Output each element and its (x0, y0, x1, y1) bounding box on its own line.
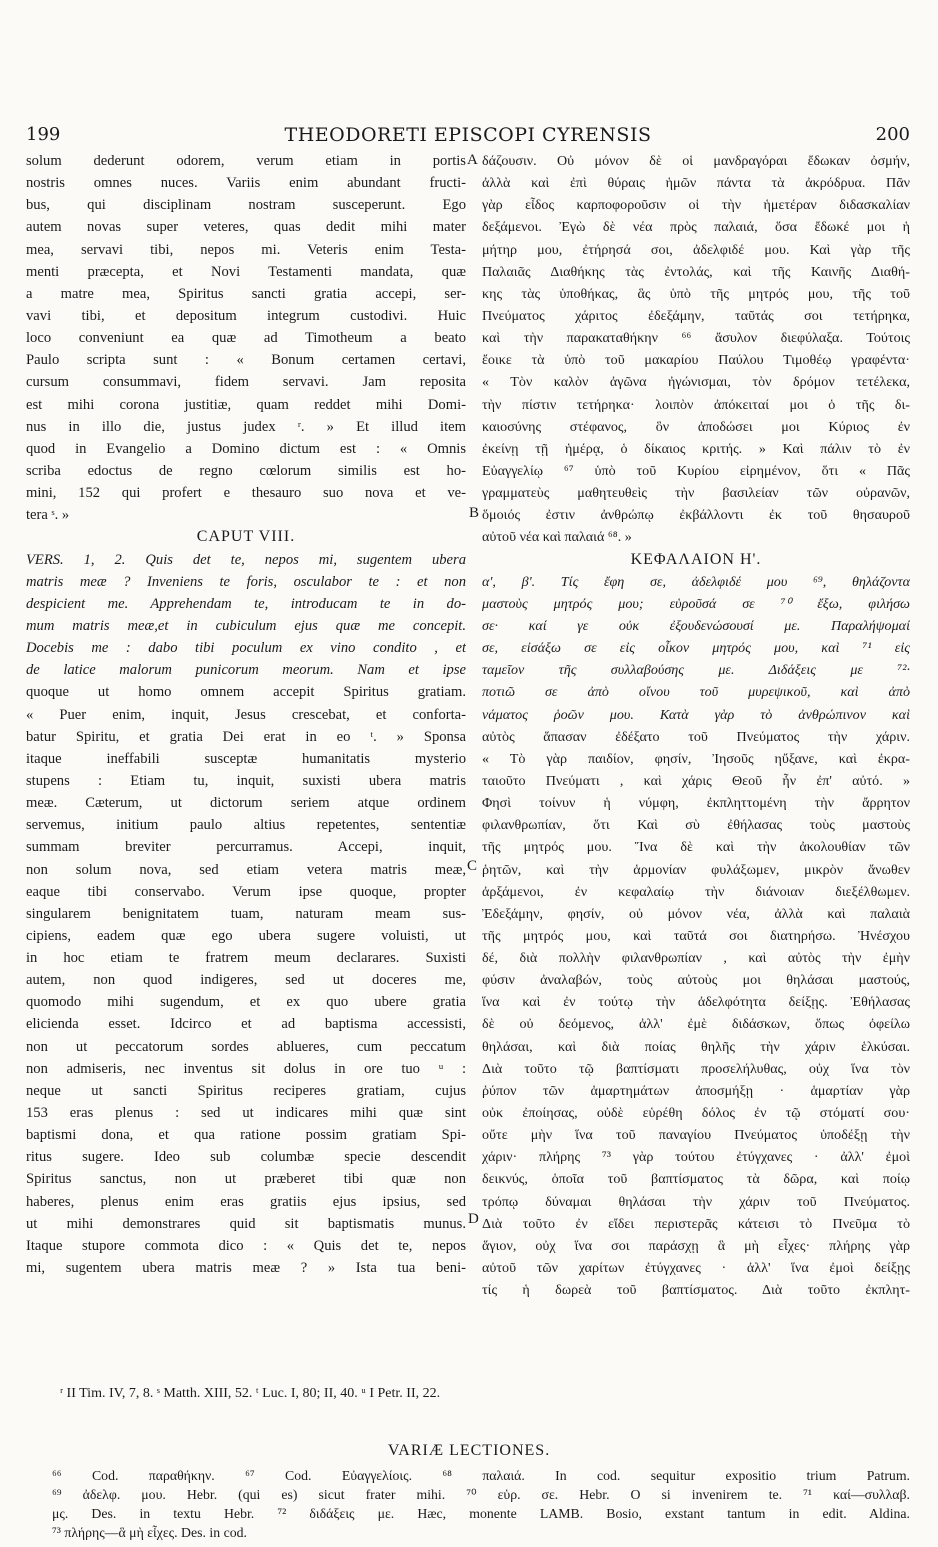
latin-text-line: summam breviter percurramus. Accepi, inquit, (26, 839, 466, 856)
latin-text-line: a matre mea, Spiritus sancti gratia accepi, ser- (26, 285, 466, 302)
greek-text-line: Φησὶ τοίνυν ἡ νύμφη, ἐκπληττομένη τὴν ἄρρητον (482, 795, 910, 812)
variant-reading-line: ⁶⁶ Cod. παραθήκην. ⁶⁷ Cod. Εὐαγγελίοις. ⁶⁸ παλαιά. In cod. sequitur expositio trium Patrum. (52, 1468, 910, 1483)
latin-verse-line: despicient me. Apprehendam te, introducam te in do- (26, 595, 466, 612)
variae-lectiones (52, 1466, 910, 1542)
greek-text-line: φύσιν ἀναλαβών, τοὺς αὐτοὺς μοι θηλάσαι μαστούς, (482, 972, 910, 989)
latin-text-line: mini, 152 qui profert e thesauro suo nova et ve- (26, 485, 466, 502)
greek-text-line: φιλανθρωπίαν, ὅτι Καὶ σὺ ἐθήλασας τοὺς μαστοὺς (482, 817, 910, 834)
greek-text-line: θηλάσαι, καὶ διὰ ποίας θηλῆς τὴν χάριν ἑλκύσαι. (482, 1038, 910, 1055)
latin-text-line: Itaque stupore commota dico : « Quis det te, nepos (26, 1237, 466, 1254)
latin-text-line: autem, non quod indigeres, sed ut doceres me, (26, 972, 466, 989)
latin-text-line: quod in Evangelio a Domino dictum est : « Omnis (26, 440, 466, 457)
latin-text-line: « Puer enim, inquit, Jesus crescebat, et conforta- (26, 706, 466, 723)
greek-text-line: ῥύπον τῶν ἁμαρτημάτων ἀποσμήξῃ · ἁμαρτίαν γὰρ (482, 1082, 910, 1099)
latin-text-line: singularem benignitatem tuam, naturam meam sus- (26, 905, 466, 922)
latin-text-line: mi, sugentem ubera matris meæ ? » Ista tua beni- (26, 1260, 466, 1277)
greek-text-line: Διὰ τοῦτο ἐν εἴδει περιστερᾶς κάτεισι τὸ Πνεῦμα τὸ (482, 1215, 910, 1232)
greek-text-line: ῥητῶν, καὶ τὴν ἁρμονίαν φυλάξωμεν, μικρὸν ἄνωθεν (482, 861, 910, 878)
latin-text-line: Paulo scripta sunt : « Bonum certamen certavi, (26, 352, 466, 369)
greek-text-line: Ἐδεξάμην, φησίν, οὐ μόνον νέα, ἀλλὰ καὶ παλαιὰ (482, 905, 910, 922)
latin-text-line: non solum nova, sed etiam vetera matris meæ, (26, 861, 466, 878)
latin-text-line: quoque ut homo omnem accepit Spiritus gratiam. (26, 684, 466, 701)
greek-text-line: δέ, διὰ πολλὴν φιλανθρωπίαν , καὶ αὐτὸς τὴν ἐμὴν (482, 950, 910, 967)
greek-verse-line: α', β'. Τίς ἔφη σε, ἀδελφιδέ μου ⁶⁹, θηλάζοντα (482, 573, 910, 590)
variant-reading-line: ⁷³ πλήρης—ἃ μὴ εἶχες. Des. in cod. (52, 1525, 247, 1540)
latin-text-line: neque ut sancti Spiritus reciperes gratiam, cujus (26, 1082, 466, 1099)
greek-text-line: δεικνύς, ὁποῖα τοῦ βαπτίσματος τὰ δῶρα, καὶ ποίῳ (482, 1171, 910, 1188)
latin-text-line: quomodo mihi sugendum, et ex quo ubere gratia (26, 994, 466, 1011)
greek-text-line: αὐτοῦ τῶν χαρίτων ἐτύγχανες · ἀλλ' ἵνα ἐμοὶ δείξῃς (482, 1260, 910, 1277)
latin-text-line: cursum consummavi, fidem servavi. Jam reposita (26, 374, 466, 391)
greek-text-line: οὔτε μὴν ἵνα τοῦ παναγίου Πνεύματος ὑποδέξῃ τὴν (482, 1127, 910, 1144)
running-title: THEODORETI EPISCOPI CYRENSIS (284, 124, 652, 146)
latin-text-line: bus, qui disciplinam nostram susceperunt. Ego (26, 197, 466, 214)
latin-text-line: ut mihi demonstrares quid sit baptismatis munus. (26, 1215, 466, 1232)
greek-verse-line: ταμεῖον τῆς συλλαβούσης με. Διδάξεις με ⁷²· (482, 662, 910, 679)
greek-text-line: ταιοῦτο Πνεύματι , καὶ χάρις Θεοῦ ἦν ἐπ' αὐτό. » (482, 772, 910, 789)
greek-text-line: δὲ οὐ δεόμενος, ἀλλ' ἐμὲ διδάσκων, ὅπως ὀφείλω (482, 1016, 910, 1033)
greek-text-line: χάριν· πλήρης ⁷³ γὰρ τούτου ἐτύγχανες · ἀλλ' ἐμοὶ (482, 1149, 910, 1166)
latin-text-line: tera ˢ. » (26, 507, 70, 524)
margin-letter-b: B (469, 505, 480, 521)
latin-column (26, 150, 466, 1279)
latin-text-line: Spiritus sanctus, non ut præberet tibi quæ non (26, 1171, 466, 1188)
margin-letter-d: D (468, 1211, 479, 1227)
greek-text-line: μήτηρ μου, ἐτήρησά σοι, ἀδελφιδέ μου. Καὶ γὰρ τῆς (482, 241, 910, 258)
greek-text-line: τίς ἡ δωρεὰ τοῦ βαπτίσματος. Διὰ τοῦτο ἐκπλητ- (482, 1282, 910, 1299)
greek-text-line: τῆς μητρός μου. Ἵνα δὲ καὶ τὴν ἀκολουθίαν τῶν (482, 839, 910, 856)
latin-text-line: elicienda esset. Idcirco et ad baptisma accessisti, (26, 1016, 466, 1033)
page-number-right: 200 (875, 124, 910, 145)
variae-lectiones-title: VARIÆ LECTIONES. (387, 1442, 551, 1459)
greek-text-line: Παλαιᾶς Διαθήκης τὰς ἐντολάς, καὶ τῆς Καινῆς Διαθή- (482, 263, 910, 280)
greek-column (482, 150, 910, 1301)
latin-text-line: non admiseris, nec inventus sit dolus in ore tuo ᵘ : (26, 1060, 466, 1077)
greek-text-line: δεξάμενοι. Ἐγὼ δὲ νέα πρὸς παλαιά, ὅσα ἔδωκέ μοι ἡ (482, 219, 910, 236)
greek-verse-line: σε, εἰσάξω σε εἰς οἶκον μητρός μου, καὶ ⁷¹ εἰς (482, 640, 910, 657)
latin-text-line: loco conveniunt ea quæ ad Timotheum a beato (26, 330, 466, 347)
greek-text-line: ἔοικε τὰ ὑπὸ τοῦ μακαρίου Παύλου Τιμοθέῳ γραφέντα· (482, 352, 910, 369)
greek-text-line: ὅμοιός ἐστιν ἀνθρώπῳ ἐκβάλλοντι ἐκ τοῦ θησαυροῦ (482, 507, 910, 524)
latin-text-line: vavi tibi, et depositum integrum custodivi. Huic (26, 307, 466, 324)
page-number-left: 199 (26, 124, 61, 145)
latin-text-line: autem novas super veteres, quas dedit mihi mater (26, 219, 466, 236)
margin-letter-a: A (467, 152, 478, 168)
greek-text-line: ἅγιον, οὐχ ἵνα σοι παράσχῃ ἃ μὴ εἶχες· πλήρης γὰρ (482, 1237, 910, 1254)
latin-verse-line: de latice malorum punicorum meorum. Nam et ipse (26, 662, 466, 679)
latin-text-line: cipiens, eadem quæ ego ubera sugere voluisti, ut (26, 927, 466, 944)
latin-text-line: batur Spiritu, et gratia Dei erat in eo ᵗ. » Sponsa (26, 728, 466, 745)
greek-verse-line: μαστοὺς μητρός μου; εὑροῦσά σε ⁷⁰ ἔξω, φιλήσω (482, 595, 910, 612)
greek-text-line: οὐκ ἐποίησας, οὐδὲ εὑρέθη δόλος ἐν τῷ στόματί σου· (482, 1105, 910, 1122)
chapter-heading-latin: CAPUT VIII. (196, 528, 296, 546)
greek-text-line: τρόπῳ δύναμαι θηλάσαι τὴν χάριν τοῦ Πνεύματος. (482, 1193, 910, 1210)
latin-text-line: nus in illo die, justus judex ʳ. » Et illud item (26, 418, 466, 435)
running-header (26, 124, 910, 150)
margin-letter-c: C (467, 858, 478, 874)
greek-text-line: ἐκείνῃ τῇ ἡμέρᾳ, ὁ δίκαιος κριτής. » Καὶ πάλιν τὸ ἐν (482, 440, 910, 457)
greek-text-line: τὴν πίστιν τετήρηκα· λοιπὸν ἀπόκειταί μοι ὁ τῆς δι- (482, 396, 910, 413)
greek-text-line: τῆς μητρός μου, καὶ ταῦτά σοι διατηρήσω. Ἠνέσχου (482, 927, 910, 944)
latin-text-line: meæ. Cæterum, ut dictorum seriem atque ordinem (26, 795, 466, 812)
variant-reading-line: ⁶⁹ ἀδελφ. μου. Hebr. (qui es) sicut frater mihi. ⁷⁰ εὑρ. σε. Hebr. O si invenirem te. ⁷¹ καί—συλλαβ. (52, 1487, 910, 1502)
latin-text-line: ritus sugere. Ideo sub columbæ specie descendit (26, 1149, 466, 1166)
greek-text-line: δάζουσιν. Οὐ μόνον δὲ οἱ μανδραγόραι ἔδωκαν ὀσμήν, (482, 153, 910, 169)
greek-text-line: « Τὸν καλὸν ἀγῶνα ἠγώνισμαι, τὸν δρόμον τετέλεκα, (482, 374, 910, 391)
greek-text-line: « Τὸ γὰρ παιδίον, φησίν, Ἰησοῦς ηὔξανε, καὶ ἐκρα- (482, 750, 910, 767)
scripture-footnotes: ʳ II Tim. IV, 7, 8. ˢ Matth. XIII, 52. ᵗ Luc. I, 80; II, 40. ᵘ I Petr. II, 22. (60, 1386, 441, 1401)
greek-text-line: ἵνα καὶ ἐν τούτῳ τὴν ἀδελφότητα δείξῃς. Ἐθήλασας (482, 994, 910, 1011)
greek-text-line: Εὐαγγελίῳ ⁶⁷ ὑπὸ τοῦ Κυρίου εἰρημένον, ὅτι « Πᾶς (482, 462, 910, 479)
latin-verse-line: Docebis me : dabo tibi poculum ex vino condito , et (26, 640, 466, 657)
greek-text-line: αὐτὸς ἅπασαν ἐδέξατο τοῦ Πνεύματος τὴν χάριν. (482, 728, 910, 745)
latin-text-line: menti præcepta, et Novi Testamenti mandata, quæ (26, 263, 466, 280)
greek-verse-line: ποτιῶ σε ἀπὸ οἴνου τοῦ μυρεψικοῦ, καὶ ἀπὸ (482, 684, 910, 701)
latin-text-line: solum dederunt odorem, verum etiam in portis (26, 153, 466, 169)
latin-text-line: baptismi dona, et qua ratione possim gratiam Spi- (26, 1127, 466, 1144)
greek-text-line: ἀρξάμενοι, ἐν κεφαλαίῳ τὴν διάνοιαν διεξέλθωμεν. (482, 883, 910, 900)
variant-reading-line: μς. Des. in textu Hebr. ⁷² διδάξεις με. Hæc, monente LAMB. Bosio, exstant tantum in edit. Aldina. (52, 1506, 910, 1521)
greek-text-line: γραμματεὺς μαθητευθεὶς τὴν βασιλείαν τῶν οὐρανῶν, (482, 485, 910, 502)
latin-text-line: scriba edoctus de regno cœlorum similis est ho- (26, 462, 466, 479)
latin-text-line: eaque tibi conservabo. Verum ipse quoque, propter (26, 883, 466, 900)
latin-text-line: itaque ineffabili susceptæ humanitatis mysterio (26, 750, 466, 767)
latin-text-line: non ut peccatorum sordes ablueres, cum peccatum (26, 1038, 466, 1055)
greek-text-line: αὐτοῦ νέα καὶ παλαιά ⁶⁸. » (482, 529, 632, 546)
greek-text-line: γὰρ εἶδος καρποφοροῦσιν οἱ τὴν ἡμετέραν διδασκαλίαν (482, 197, 910, 214)
greek-text-line: Διὰ τοῦτο τῷ βαπτίσματι προσελήλυθας, οὐχ ἵνα τὸν (482, 1060, 910, 1077)
greek-text-line: καιοσύνης στέφανος, ὃν ἀποδώσει μοι Κύριος ἐν (482, 418, 910, 435)
latin-text-line: est mihi corona justitiæ, quam reddet mihi Domi- (26, 396, 466, 413)
greek-text-line: καὶ τὴν παρακαταθήκην ⁶⁶ ἄσυλον διεφύλαξα. Τούτοις (482, 330, 910, 347)
latin-text-line: mea, servavi tibi, nepos mi. Veteris enim Testa- (26, 241, 466, 258)
latin-text-line: stupens : Etiam tu, inquit, suxisti ubera matris (26, 772, 466, 789)
greek-verse-line: νάματος ῥοῶν μου. Κατὰ γὰρ τὸ ἀνθρώπινον καὶ (482, 706, 910, 723)
latin-text-line: in hoc etiam te fratrem meum declarares. Suxisti (26, 950, 466, 967)
latin-text-line: haberes, plenus enim eras gratiis ejus ipsius, sed (26, 1193, 466, 1210)
latin-text-line: servemus, initium paulo altius repetentes, sententiæ (26, 817, 466, 834)
latin-text-line: nostris omnes nuces. Variis enim abundant fructi- (26, 175, 466, 192)
latin-verse-line: VERS. 1, 2. Quis det te, nepos mi, sugentem ubera (26, 551, 466, 568)
greek-verse-line: σε· καί γε οὐκ ἐξουδενώσουσί με. Παραλήψομαί (482, 617, 910, 634)
latin-verse-line: mum matris meæ,et in cubiculum ejus quæ me concepit. (26, 617, 466, 634)
latin-verse-line: matris meæ ? Inveniens te foris, osculabor te : et non (26, 573, 466, 590)
latin-text-line: 153 eras plenus : sed ut indicares mihi quæ sint (26, 1105, 466, 1122)
chapter-heading-greek: ΚΕΦΑΛΑΙΟΝ Η'. (630, 550, 762, 568)
greek-text-line: Πνεύματος χάριτος ἐδεξάμην, ταῦτάς σοι τετήρηκα, (482, 307, 910, 324)
greek-text-line: κης τὰς ὑποθήκας, ἃς ὑπὸ τῆς μητρός μου, τῆς τοῦ (482, 285, 910, 302)
greek-text-line: ἀλλὰ καὶ ἐπὶ θύραις ἡμῶν πάντα τὰ ἀκρόδρυα. Πᾶν (482, 175, 910, 192)
